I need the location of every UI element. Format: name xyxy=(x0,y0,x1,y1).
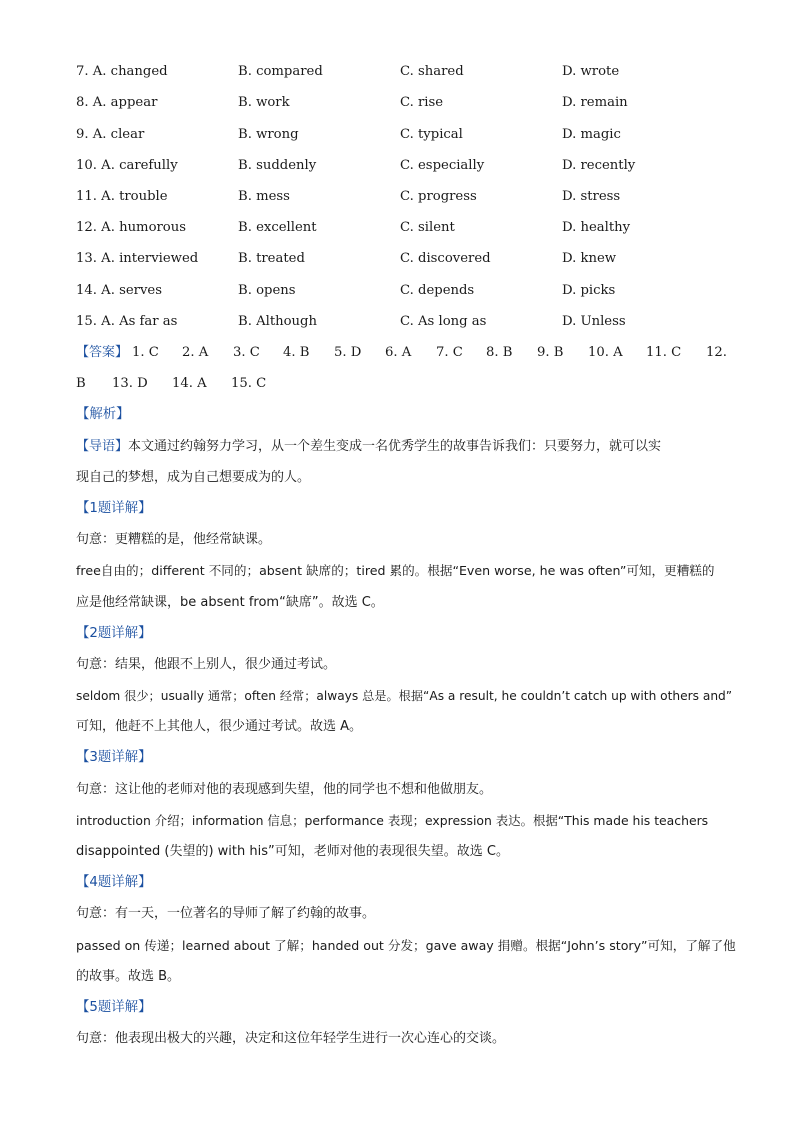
q2-explanation-1: seldom 很少；usually 通常；often 经常；always 总是。根据“As a result, he couldn’t catch up with others and” xyxy=(76,689,733,703)
option-d: D. wrote xyxy=(562,64,620,79)
answer-item: 6. A xyxy=(385,345,412,360)
option-a: 8. A. appear xyxy=(76,95,158,110)
q3-meaning: 句意：这让他的老师对他的表现感到失望，他的同学也不想和他做朋友。 xyxy=(76,782,493,797)
option-c: C. depends xyxy=(400,283,475,298)
answer-item: B xyxy=(76,376,86,391)
q1-explanation-2: 应是他经常缺课，be absent from“缺席”。故选 C。 xyxy=(76,595,384,610)
option-a: 11. A. trouble xyxy=(76,189,168,204)
answer-item: 4. B xyxy=(283,345,310,360)
answer-item: 1. C xyxy=(132,345,159,360)
q1-meaning: 句意：更糟糕的是，他经常缺课。 xyxy=(76,532,272,547)
q4-meaning: 句意：有一天，一位著名的导师了解了约翰的故事。 xyxy=(76,906,376,921)
option-b: B. compared xyxy=(238,64,323,79)
option-c: C. especially xyxy=(400,158,485,173)
option-b: B. treated xyxy=(238,251,305,266)
option-d: D. healthy xyxy=(562,220,631,235)
option-a: 9. A. clear xyxy=(76,127,145,142)
q3-explanation-1: introduction 介绍；information 信息；performance 表现；expression 表达。根据“This made his teachers xyxy=(76,813,709,828)
option-b: B. excellent xyxy=(238,220,317,235)
option-b: B. wrong xyxy=(238,127,299,142)
option-d: D. remain xyxy=(562,95,628,110)
answer-item: 7. C xyxy=(436,345,463,360)
option-b: B. suddenly xyxy=(238,158,317,173)
answer-item: 10. A xyxy=(588,345,623,360)
answer-item: 11. C xyxy=(646,345,682,360)
q4-explanation-2: 的故事。故选 B。 xyxy=(76,969,181,984)
q5-title: 【5题详解】 xyxy=(76,1000,152,1015)
option-d: D. recently xyxy=(562,158,636,173)
answer-item: 15. C xyxy=(231,376,267,391)
answer-item: 3. C xyxy=(233,345,260,360)
option-a: 12. A. humorous xyxy=(76,220,187,235)
q1-title: 【1题详解】 xyxy=(76,501,152,516)
option-a: 14. A. serves xyxy=(76,283,162,298)
q2-meaning: 句意：结果，他跟不上别人，很少通过考试。 xyxy=(76,657,337,672)
q1-explanation-1: free自由的；different 不同的；absent 缺席的；tired 累的。根据“Even worse, he was often”可知，更糟糕的 xyxy=(76,563,715,578)
option-d: D. stress xyxy=(562,189,621,204)
q3-title: 【3题详解】 xyxy=(76,750,152,765)
analysis-label: 【解析】 xyxy=(76,407,130,422)
q2-title: 【2题详解】 xyxy=(76,626,152,641)
option-d: D. knew xyxy=(562,251,617,266)
answer-item: 12. xyxy=(706,345,727,360)
answer-item: 9. B xyxy=(537,345,564,360)
answer-item: 14. A xyxy=(172,376,207,391)
option-a: 7. A. changed xyxy=(76,64,168,79)
option-c: C. As long as xyxy=(400,314,487,329)
guide-label: 【导语】 xyxy=(76,439,129,454)
q2-explanation-2: 可知，他赶不上其他人，很少通过考试。故选 A。 xyxy=(76,719,363,734)
option-d: D. picks xyxy=(562,283,616,298)
option-c: C. silent xyxy=(400,220,455,235)
option-a: 13. A. interviewed xyxy=(76,251,199,266)
option-a: 10. A. carefully xyxy=(76,158,178,173)
answer-item: 2. A xyxy=(182,345,209,360)
option-c: C. typical xyxy=(400,127,463,142)
guide-line-1 xyxy=(76,437,726,457)
answer-item: 8. B xyxy=(486,345,513,360)
option-c: C. progress xyxy=(400,189,477,204)
guide-text: 本文通过约翰努力学习，从一个差生变成一名优秀学生的故事告诉我们：只要努力，就可以实 xyxy=(128,439,662,454)
answer-item: 13. D xyxy=(112,376,148,391)
option-b: B. mess xyxy=(238,189,290,204)
option-c: C. discovered xyxy=(400,251,491,266)
q4-title: 【4题详解】 xyxy=(76,875,152,890)
option-c: C. shared xyxy=(400,64,464,79)
option-a: 15. A. As far as xyxy=(76,314,178,329)
q3-explanation-2: disappointed (失望的) with his”可知，老师对他的表现很失望。故选 C。 xyxy=(76,844,509,859)
option-d: D. magic xyxy=(562,127,621,142)
answer-item: 5. D xyxy=(334,345,362,360)
guide-line-2: 现自己的梦想，成为自己想要成为的人。 xyxy=(76,470,311,485)
option-b: B. work xyxy=(238,95,290,110)
q4-explanation-1: passed on 传递；learned about 了解；handed out 分发；gave away 捐赠。根据“John’s story”可知，了解了他 xyxy=(76,938,736,953)
option-b: B. Although xyxy=(238,314,317,329)
q5-meaning: 句意：他表现出极大的兴趣，决定和这位年轻学生进行一次心连心的交谈。 xyxy=(76,1031,506,1046)
option-c: C. rise xyxy=(400,95,444,110)
answer-label: 【答案】 xyxy=(76,345,129,360)
option-b: B. opens xyxy=(238,283,296,298)
option-d: D. Unless xyxy=(562,314,626,329)
